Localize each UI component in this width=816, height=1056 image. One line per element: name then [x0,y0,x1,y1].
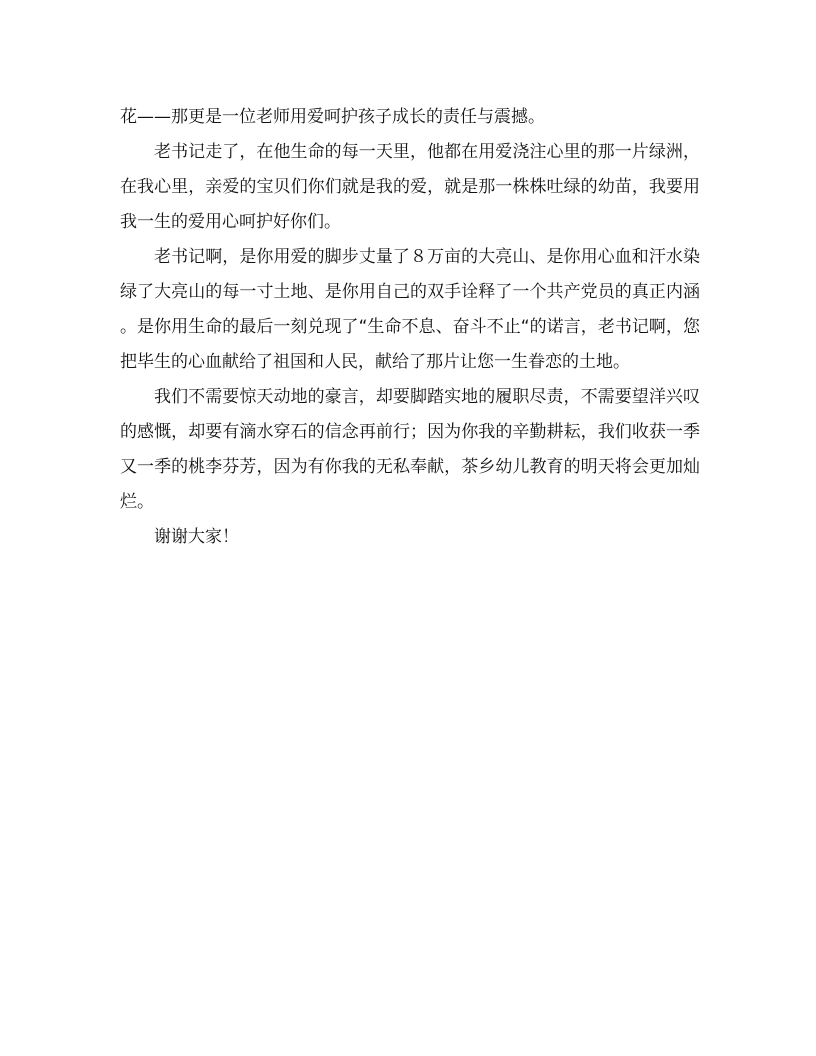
paragraph-continuation: 花——那更是一位老师用爱呵护孩子成长的责任与震撼。 [120,107,545,127]
paragraph-old-secretary-tribute: 老书记啊，是你用爱的脚步丈量了８万亩的大亮山、是你用心血和汗水染绿了大亮山的每一寸土地、是你用自己的双手诠释了一个共产党员的真正内涵。是你用生命的最后一刻兑现了“生命不息、奋斗不止“的诺言，老书记啊，您把毕生的心血献给了祖国和人民，献给了那片让您一生眷恋的土地。 [120,247,700,372]
paragraph-closing-thanks: 谢谢大家！ [154,527,239,547]
paragraph-commitment: 我们不需要惊天动地的豪言，却要脚踏实地的履职尽责，不需要望洋兴叹的感慨，却要有滴水穿石的信念再前行；因为你我的辛勤耕耘，我们收获一季又一季的桃李芬芳，因为有你我的无私奉献，茶乡幼儿教育的明天将会更加灿烂。 [120,387,700,512]
paragraph-old-secretary-left: 老书记走了，在他生命的每一天里，他都在用爱浇注心里的那一片绿洲，在我心里，亲爱的宝贝们你们就是我的爱，就是那一株株吐绿的幼苗，我要用我一生的爱用心呵护好你们。 [120,142,700,232]
document-body [120,100,700,555]
